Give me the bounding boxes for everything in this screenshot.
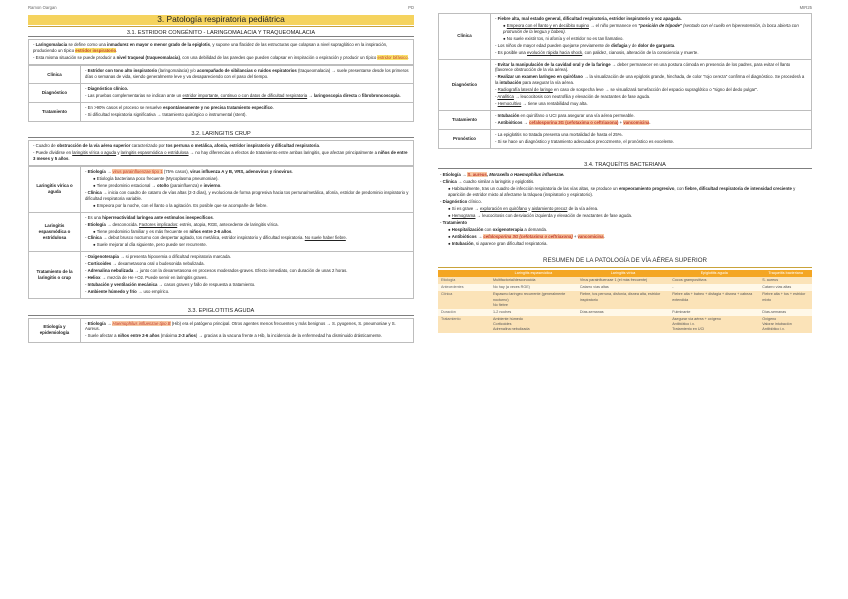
table-epiglotitis bbox=[438, 13, 812, 149]
row-label: Diagnóstico bbox=[439, 59, 491, 110]
right-page bbox=[424, 0, 848, 599]
intro-paragraph: - Cuadro de obstrucción de la vía aérea superior caracterizado por tos perruna o metálica, afonía, estridor inspiratorio y dificultad respiratoria. bbox=[33, 143, 321, 149]
table-row bbox=[29, 83, 414, 102]
summary-row: Clínica Espasmo laríngeo recurrente (generalmente nocturno) No fiebre Fiebre, tos perruna, disfonía, disnea alta, estridor inspiratorio Fiebre alta + babeo + disfagia + disnea + cabeza extendida Fiebre alta + tos + estridor mixto bbox=[438, 291, 812, 308]
row-label: Laringitis espasmódica o estridulosa bbox=[29, 212, 81, 252]
traqueitis-content: - Etiología → S. aureus, Moraxella o Haemophilus influenzae. - Clínica → cuadro similar a laringitis y epiglotitis. ● Habitualmente, tras un cuadro de infección respiratoria de las vías altas, se produce un empeoramiento progresivo, con fiebre, dificultad respiratoria de intensidad creciente y aparición de estridor mixto al afectarse la tráquea (inspiratorio y espiratorio). - Diagnóstico clínico. ● Si es grave → exploración en quirófano y aislamiento precoz de la vía aérea. ● Hemograma → leucocitosis con desviación izquierda y elevación de reactantes de fase aguda. - Tratamiento ● Hospitalización con oxigenoterapia a demanda. ● Antibióticos → cefalosporina 3G (cefotaxima o ceftriaxona) + vancomicina. ● Intubación, si aparece gran dificultad respiratoria. bbox=[440, 172, 796, 246]
row-label: Etiología y epidemiología bbox=[29, 318, 81, 343]
row-content: - Evitar la manipulación de la cavidad oral y de la faringe → deber permanecer en una postura cómoda en presencia de los padres, para evitar el llanto (favorece obstrucción de la vía aérea). - Realizar un examen laríngeo en quirófano → la visualización de una epiglotis grande, hinchada, de color "rojo cereza" confirma el diagnóstico. Se procederá a la intubación para asegurar la vía aérea. - Radiografía lateral de laringe en caso de sospecha leve → se visualizará tumefacción del espacio supraglótico o "signo del dedo pulgar". - Analítica → leucocitosis con neutrofilia y elevación de reactantes de fase aguda. - Hemocultivo → tiene una rentabilidad muy alta. bbox=[491, 59, 812, 110]
intro-paragraph: - Esta misma situación se puede producir a nivel traqueal (traqueomalacia), con una debilidad de las paredes que pueden colapsar en inspiración o espiración y producir un típico estridor bifásico. bbox=[33, 55, 409, 61]
summary-header: Epiglotitis aguda bbox=[669, 270, 759, 277]
row-label: Laringitis vírica o aguda bbox=[29, 167, 81, 213]
right-header bbox=[438, 4, 812, 13]
section-title-epiglotitis: 3.3. EPIGLOTITIS AGUDA bbox=[28, 308, 414, 316]
row-label: Clínica bbox=[29, 66, 81, 84]
table-row bbox=[29, 102, 414, 121]
table-row bbox=[29, 252, 414, 299]
summary-row: Tratamiento Ambiente húmedo Corticoides Adrenalina nebulizada Asegurar vía aérea + oxígeno Antibiótico i.v. Tratamiento en UCI Oxígeno Valorar intubación Antibiótico i.v. bbox=[438, 316, 812, 333]
summary-header-row bbox=[438, 270, 812, 277]
summary-row: Duración 1-2 noches Días-semanas Fulminante Días-semanas bbox=[438, 309, 812, 316]
summary-header bbox=[438, 270, 490, 277]
left-header bbox=[28, 4, 414, 13]
row-content: - Oxigenoterapia → si presenta hipoxemia o dificultad respiratoria marcada. - Corticoides → dexametasona oral o budesonida nebulizada. - Adrenalina nebulizada → junto con la dexametasona en procesos moderados-graves. Efecto inmediato, con duración de unas 2 horas. - Heliox → mezcla de He +O2. Puede servir en laringitis graves. - Intubación y ventilación mecánica → casos graves y fallo de respuesta a tratamiento. - Ambiente húmedo y frío → uso empírico. bbox=[81, 252, 414, 299]
row-content: - Fiebre alta, mal estado general, dificultad respiratoria, estridor inspiratorio y voz apagada. ● Empeora con el llanto y en decúbito supino → el niño permanece en "posición de trípode" (sentado con el cuello en hiperextensión, la boca abierta con protrusión de la lengua y babeo). ● No suele existir tos, ni afonía y el estridor no es tan llamativo. - Los niños de mayor edad pueden quejarse previamente de disfagia y de dolor de garganta. - Es posible una evolución rápida hacia shock, con palidez, cianosis, alteración de la consciencia y muerte. bbox=[491, 14, 812, 60]
summary-header: Traqueítis bacteriana bbox=[759, 270, 812, 277]
intro-paragraph: - Puede dividirse en laringitis vírica o aguda y laringitis espasmódica o estridulosa → no hay diferencias a efectos de tratamiento entre ambas laringitis, que afectan principalmente a niños de entre 3 meses y 5 años. bbox=[33, 150, 408, 162]
row-label: Diagnóstico bbox=[29, 83, 81, 102]
row-label: Tratamiento bbox=[439, 110, 491, 129]
author-name: Ramon Oargan bbox=[28, 5, 57, 10]
table-row bbox=[29, 212, 414, 252]
table-row bbox=[439, 59, 812, 110]
summary-row: Etiología Multifactorial/desconocida Virus parainfluenzae 1 (el más frecuente) Cocos grampositivos S. aureus bbox=[438, 277, 812, 284]
row-content: - Intubación en quirófano o UCI para asegurar una vía aérea permeable. - Antibióticos → cefalosporina 3G (cefotaxima o ceftriaxona) + vancomicina. bbox=[491, 110, 812, 129]
summary-row: Antecedentes No hay (a veces RGE) Catarro vías altas - Catarro vías altas bbox=[438, 284, 812, 291]
intro-crup bbox=[28, 140, 414, 166]
table-row bbox=[439, 14, 812, 60]
table-row bbox=[29, 167, 414, 213]
row-content: - Etiología → virus parainfluenzae tipo 1 (75% casos), virus influenza A y B, VRS, adenovirus y rinovirus. ● Etiología bacteriana poco frecuente (Mycoplasma pneumoniae). ● Tiene predominio estacional → otoño (parainfluenza) e invierno. - Clínica → inicia con cuadro de catarro de vías altas (2-3 días), y evoluciona de forma progresiva hacia tos perruna/metálica, afonía, estridor de predominio inspiratorio y dificultad respiratoria variable. ● Empeora por la noche, con el llanto o la agitación. Es posible que se acompañe de fiebre. bbox=[81, 167, 414, 213]
row-label: Tratamiento de la laringitis o crup bbox=[29, 252, 81, 299]
table-epiglotitis-etiologia bbox=[28, 318, 414, 344]
section-title-traqueitis: 3.4. TRAQUEÍTIS BACTERIANA bbox=[438, 162, 812, 170]
right-page-mark: MIR25 bbox=[799, 5, 812, 10]
chapter-header bbox=[28, 15, 414, 27]
row-label: Tratamiento bbox=[29, 102, 81, 121]
table-row bbox=[29, 66, 414, 84]
section-title-crup: 3.2. LARINGITIS CRUP bbox=[28, 131, 414, 139]
summary-header: Laringitis espasmódica bbox=[490, 270, 577, 277]
row-content: - Etiología → Haemophilus influenzae tipo B (Hib) era el patógeno principal. Otros agentes menos frecuentes y más benignos → S. pyogenes, S. pneumoniae y S. Aureus. - Suele afectar a niños entre 2-6 años (máxima 2-3 años) → gracias a la vacuna frente a Hib, la incidencia de la enfermedad ha disminuido drásticamente. bbox=[81, 318, 414, 343]
chapter-title: 3. Patología respiratoria pediátrica bbox=[28, 15, 414, 25]
intro-laringomalacia bbox=[28, 39, 414, 65]
row-content: - Diagnóstico clínico. - Las pruebas complementarias se indican ante un estridor importante, continuo o con datos de dificultad respiratoria → laringoscopia directa o fibrobroncoscopia. bbox=[81, 83, 414, 102]
intro-paragraph: - Laringomalacia se define como una inmadurez en mayor o menor grado de la epiglotis, y supone una flacidez de las estructuras que colapsan a nivel supraglótico en la inspiración, produciendo un típico estridor inspiratorio. bbox=[33, 42, 388, 54]
table-row bbox=[439, 110, 812, 129]
row-label: Clínica bbox=[439, 14, 491, 60]
table-row bbox=[29, 318, 414, 343]
summary-table bbox=[438, 270, 812, 333]
row-content: - Estridor con tono alto inspiratorio (laringomalacia) y/o acompañado de sibilancias o ruidos espiratorios (traqueomalacia) → suele presentarse desde los primeros días o semanas de vida, siendo generalmente leve y va desapareciendo con el paso del tiempo. bbox=[81, 66, 414, 84]
left-page-mark: PD bbox=[408, 5, 414, 10]
table-row bbox=[439, 129, 812, 148]
section-title-estridor: 3.1. ESTRIDOR CONGÉNITO - LARINGOMALACIA Y TRAQUEOMALACIA bbox=[28, 30, 414, 38]
table-crup bbox=[28, 166, 414, 299]
row-label: Pronóstico bbox=[439, 129, 491, 148]
row-content: - La epiglotitis no tratada presenta una mortalidad de hasta el 25%. - Si se hace un diagnóstico y tratamiento adecuados precozmente, el pronóstico es excelente. bbox=[491, 129, 812, 148]
summary-header: Laringitis vírica bbox=[577, 270, 669, 277]
row-content: - Es una hiperreactividad laríngea ante estímulos inespecíficos. - Etiología → desconocida. Factores implicados: estrés, atopia, RGE, antecedente de laringitis vírica. ● Tiene predominio familiar y es más frecuente en niños entre 2-6 años. - Clínica → debut brusco nocturno con despertar agitado, tos metálica, estridor inspiratorio y dificultad respiratoria. No suele haber fiebre. ● Suele mejorar al día siguiente, pero puede ser recurrente. bbox=[81, 212, 414, 252]
row-content: - En >90% casos el proceso se resuelve espontáneamente y no precisa tratamiento específico. - Si dificultad respiratoria significativa → tratamiento quirúrgico o instrumental (stent). bbox=[81, 102, 414, 121]
table-estridor bbox=[28, 65, 414, 122]
summary-title: RESUMEN DE LA PATOLOGÍA DE VÍA AÉREA SUPERIOR bbox=[438, 257, 812, 269]
